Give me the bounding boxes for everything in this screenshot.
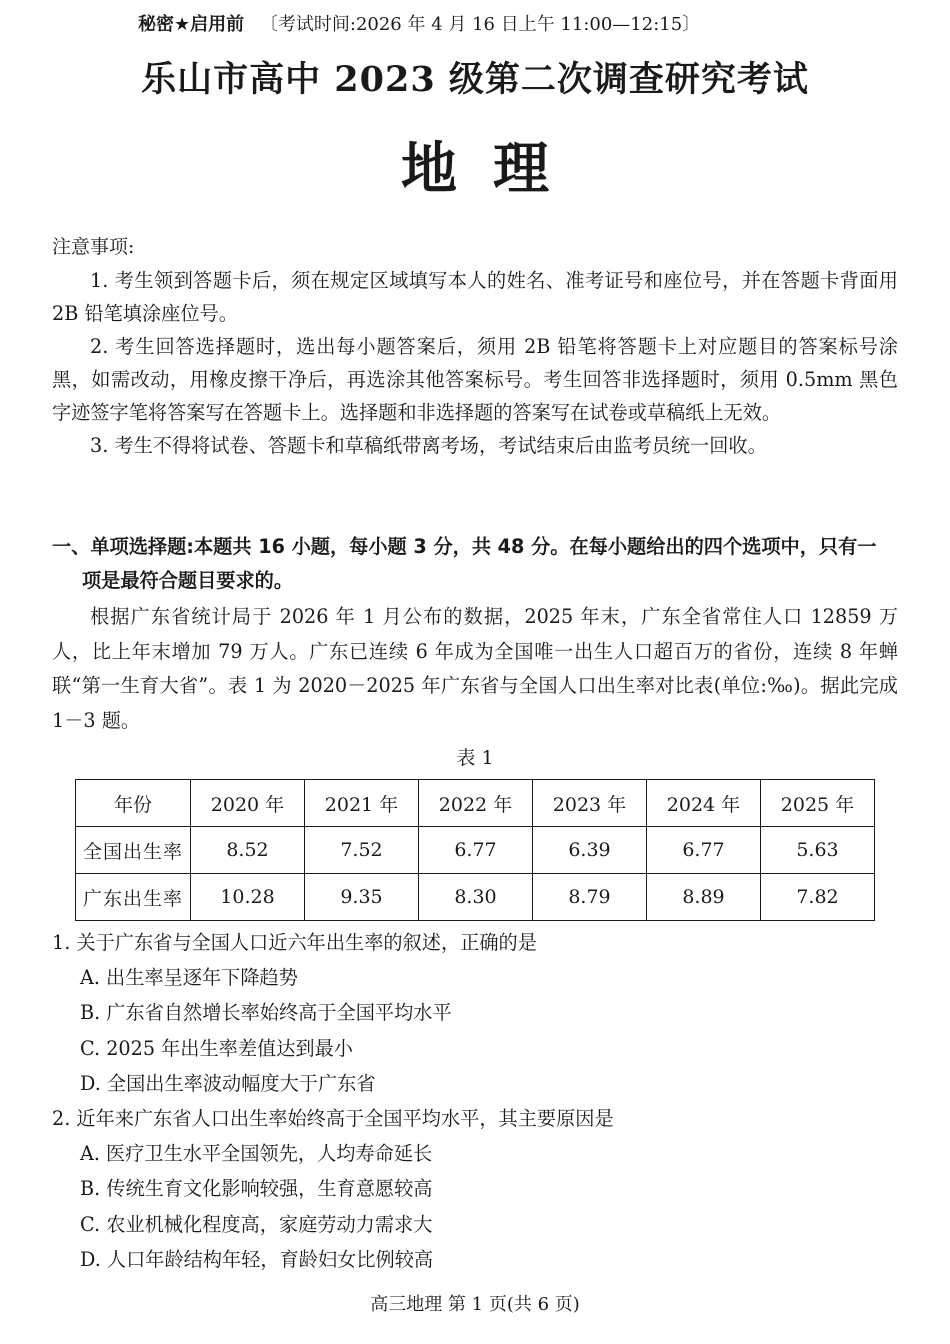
note-item: 2. 考生回答选择题时，选出每小题答案后，须用 2B 铅笔将答题卡上对应题目的答案标号涂黑，如需改动，用橡皮擦干净后，再选涂其他答案标号。考生回答非选择题时，须用 0.5mm 黑色字迹签字笔将答案写在答题卡上。选择题和非选择题的答案写在试卷或草稿纸上无效。: [52, 335, 898, 424]
table-cell: 8.79: [533, 874, 647, 921]
question-stem: 2. 近年来广东省人口出生率始终高于全国平均水平，其主要原因是: [52, 1107, 614, 1130]
section-title-line: 一、单项选择题:本题共 16 小题，每小题 3 分，共 48 分。在每小题给出的四个选项中，只有一: [52, 535, 877, 558]
question-intro: 根据广东省统计局于 2026 年 1 月公布的数据，2025 年末，广东全省常住人口 12859 万人，比上年末增加 79 万人。广东已连续 6 年成为全国唯一出生人口超百万的省份，连续 8 年蝉联“第一生育大省”。表 1 为 2020－2025 年广东省与全国人口出生率对比表(单位:‰)。据此完成 1－3 题。: [52, 605, 898, 732]
table-header-cell: 2022 年: [419, 780, 533, 827]
table-row-label: 广东出生率: [76, 874, 191, 921]
table-header-cell: 2025 年: [761, 780, 875, 827]
table-cell: 8.89: [647, 874, 761, 921]
table-row: [76, 827, 875, 874]
exam-title: 乐山市高中 2023 级第二次调查研究考试: [141, 59, 809, 100]
page-footer: 高三地理 第 1 页(共 6 页): [370, 1294, 580, 1315]
table-header-cell: 2023 年: [533, 780, 647, 827]
table-cell: 6.39: [533, 827, 647, 874]
question-stem: 1. 关于广东省与全国人口近六年出生率的叙述，正确的是: [52, 931, 537, 954]
table-row: [76, 874, 875, 921]
secret-label: 秘密★启用前: [138, 14, 245, 35]
table-cell: 9.35: [305, 874, 419, 921]
table-header-cell: 年份: [76, 780, 191, 827]
section-title-line: 项是最符合题目要求的。: [82, 569, 294, 592]
table-row-label: 全国出生率: [76, 827, 191, 874]
option-b: B. 传统生育文化影响较强，生育意愿较高: [80, 1177, 433, 1201]
table-cell: 5.63: [761, 827, 875, 874]
option-d: D. 全国出生率波动幅度大于广东省: [80, 1071, 376, 1095]
option-c: C. 2025 年出生率差值达到最小: [80, 1036, 353, 1060]
table-cell: 8.52: [191, 827, 305, 874]
table-header-cell: 2021 年: [305, 780, 419, 827]
table-header-cell: 2020 年: [191, 780, 305, 827]
table-cell: 6.77: [419, 827, 533, 874]
table-caption: 表 1: [456, 747, 494, 769]
option-a: A. 医疗卫生水平全国领先，人均寿命延长: [80, 1142, 433, 1166]
table-header-row: [76, 780, 875, 827]
table-cell: 10.28: [191, 874, 305, 921]
confidential-header: [138, 10, 700, 36]
option-a: A. 出生率呈逐年下降趋势: [80, 966, 298, 990]
option-c: C. 农业机械化程度高，家庭劳动力需求大: [80, 1212, 433, 1236]
birth-rate-table: [75, 779, 875, 921]
note-item: 3. 考生不得将试卷、答题卡和草稿纸带离考场，考试结束后由监考员统一回收。: [90, 434, 767, 457]
notes-list: [52, 264, 898, 462]
notes-heading: 注意事项:: [52, 236, 135, 258]
table-cell: 6.77: [647, 827, 761, 874]
option-b: B. 广东省自然增长率始终高于全国平均水平: [80, 1001, 452, 1025]
table-header-cell: 2024 年: [647, 780, 761, 827]
question-1: [52, 925, 898, 1101]
table-cell: 7.52: [305, 827, 419, 874]
question-2: [52, 1101, 898, 1277]
exam-time: 〔考试时间:2026 年 4 月 16 日上午 11:00—12:15〕: [259, 14, 701, 35]
section-title: [52, 530, 898, 598]
table-cell: 7.82: [761, 874, 875, 921]
note-item: 1. 考生领到答题卡后，须在规定区域填写本人的姓名、准考证号和座位号，并在答题卡背面用 2B 铅笔填涂座位号。: [52, 269, 898, 325]
subject-title: 地理: [401, 136, 585, 202]
option-d: D. 人口年龄结构年轻，育龄妇女比例较高: [80, 1247, 434, 1271]
table-cell: 8.30: [419, 874, 533, 921]
